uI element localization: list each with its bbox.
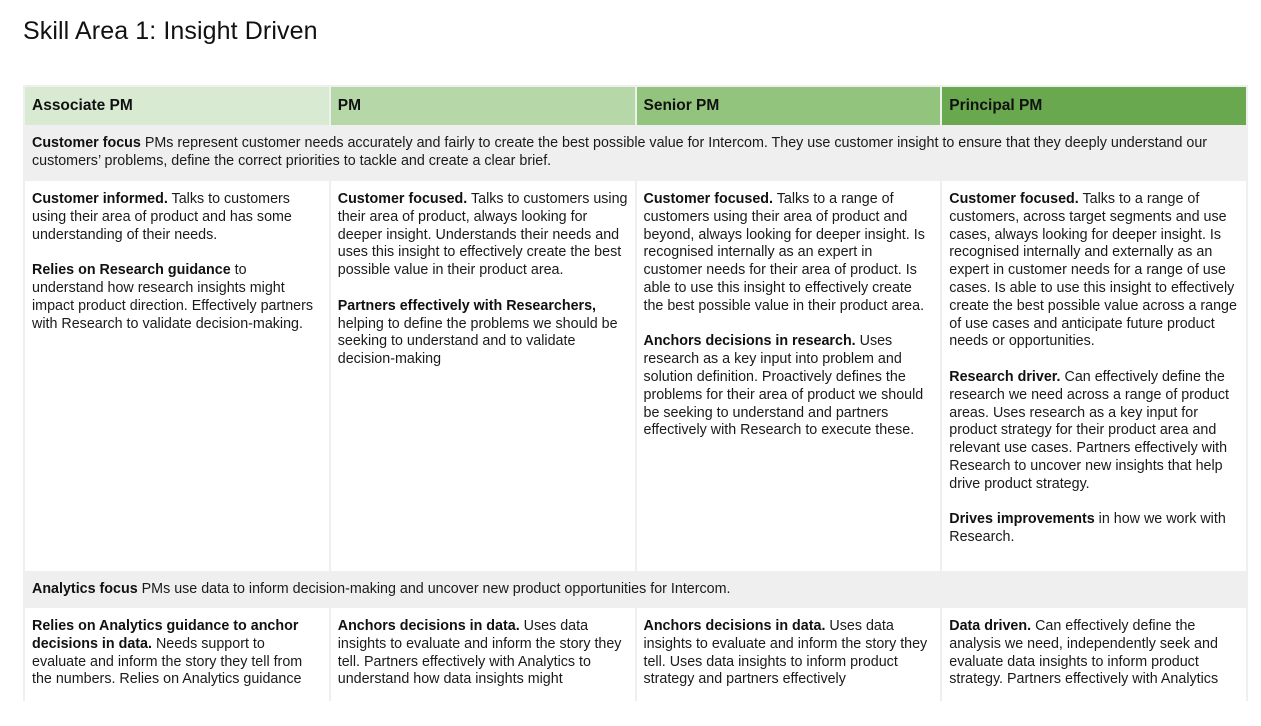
paragraph-text: Uses data insights to evaluate and inform the story they tell. Uses data insights to inform product strategy and partners effectively [643, 618, 928, 688]
column-header-senior-pm: Senior PM [637, 87, 941, 125]
table-cell-principal-pm [942, 181, 1246, 571]
cell-paragraph [644, 618, 934, 689]
section-description: PMs represent customer needs accurately and fairly to create the best possible value for Intercom. They use customer insight to ensure that they deeply understand our customers’ problems, define the correct priorities to tackle and create a clear brief. [32, 135, 1208, 169]
cell-paragraph [644, 333, 934, 440]
section-content-row [23, 181, 1248, 571]
table-cell-principal-pm [942, 608, 1246, 701]
paragraph-text: helping to define the problems we should be seeking to understand and to validate decision-making [337, 315, 618, 368]
section-header-customer-focus [23, 125, 1248, 181]
table-header-row [23, 85, 1248, 125]
table-cell-associate-pm [25, 608, 329, 701]
paragraph-text: Talks to a range of customers, across target segments and use cases, always looking for deeper insight. Is recognised internally and externally as an expert in customer needs for a range of use cases. Is able to use this insight to effectively create the best possible value across a range of use cases and anticipate future product needs or opportunities. [949, 191, 1237, 350]
paragraph-text: Talks to customers using their area of product, always looking for deeper insight. Understands their needs and uses this insight to effectively create the best possible value in their product area. [337, 191, 628, 279]
paragraph-heading: Customer focused. [949, 191, 1079, 207]
table-cell-senior-pm [637, 608, 941, 701]
paragraph-heading: Customer focused. [643, 191, 773, 207]
page-title: Skill Area 1: Insight Driven [23, 17, 318, 45]
section-title: Analytics focus [32, 581, 138, 597]
table-cell-associate-pm [25, 181, 329, 571]
paragraph-text: Talks to customers using their area of product and has some understanding of their needs. [32, 191, 292, 243]
section-description: PMs use data to inform decision-making and uncover new product opportunities for Intercom. [137, 581, 731, 597]
cell-paragraph [949, 369, 1239, 494]
table-cell-pm [331, 608, 635, 701]
paragraph-heading: Customer informed. [32, 191, 168, 207]
cell-paragraph [338, 191, 628, 280]
paragraph-heading: Relies on Research guidance [32, 262, 231, 279]
skill-matrix-table [23, 85, 1248, 701]
section-content-row [23, 608, 1248, 701]
section-header-analytics-focus [23, 571, 1248, 608]
cell-paragraph [32, 262, 322, 333]
cell-paragraph [949, 191, 1239, 351]
cell-paragraph [949, 618, 1239, 689]
paragraph-text: Uses research as a key input into problem and solution definition. Proactively defines the problems for their area of product we should be seeking to understand and partners effectively with Research to execute these. [643, 333, 924, 439]
paragraph-heading: Drives improvements [949, 511, 1095, 528]
paragraph-heading: Relies on Analytics guidance to anchor decisions in data. [32, 618, 299, 652]
cell-paragraph [949, 511, 1239, 547]
column-header-pm: PM [331, 87, 635, 125]
table-cell-pm [331, 181, 635, 571]
paragraph-text: Needs support to evaluate and inform the story they tell from the numbers. Relies on Analytics guidance [32, 635, 303, 688]
paragraph-heading: Anchors decisions in data. [337, 618, 520, 634]
paragraph-text: Can effectively define the research we need across a range of product areas. Uses research as a key input for product strategy for their product area and relevant use cases. Partners effectively with Research to uncover new insights that help drive product strategy. [949, 368, 1229, 492]
cell-paragraph [644, 191, 934, 316]
paragraph-heading: Research driver. [949, 368, 1061, 385]
cell-paragraph [338, 298, 628, 369]
column-header-principal-pm: Principal PM [942, 87, 1246, 125]
cell-paragraph [338, 618, 628, 689]
paragraph-text: in how we work with Research. [949, 511, 1226, 546]
cell-paragraph [32, 191, 322, 244]
paragraph-text: Can effectively define the analysis we need, independently seek and evaluate data insights to inform product strategy. Partners effectively with Analytics [949, 618, 1219, 688]
paragraph-text: Talks to a range of customers using their area of product and beyond, always looking for deeper insight. Is recognised internally as an expert in customer needs for their area of product. Is able to use this insight to effectively create the best possible value in their product area. [643, 191, 925, 314]
paragraph-text: Uses data insights to evaluate and inform the story they tell. Partners effectively with Analytics to understand how data insights might [337, 618, 622, 688]
section-title: Customer focus [32, 135, 141, 151]
paragraph-heading: Customer focused. [337, 191, 468, 207]
cell-paragraph [32, 618, 322, 689]
paragraph-heading: Data driven. [949, 618, 1032, 634]
table-cell-senior-pm [637, 181, 941, 571]
paragraph-heading: Anchors decisions in data. [643, 618, 826, 634]
paragraph-heading: Anchors decisions in research. [643, 333, 856, 350]
paragraph-heading: Partners effectively with Researchers, [337, 297, 597, 314]
paragraph-text: to understand how research insights might impact product direction. Effectively partners with Research to validate decision-making. [32, 262, 314, 332]
column-header-associate-pm: Associate PM [25, 87, 329, 125]
